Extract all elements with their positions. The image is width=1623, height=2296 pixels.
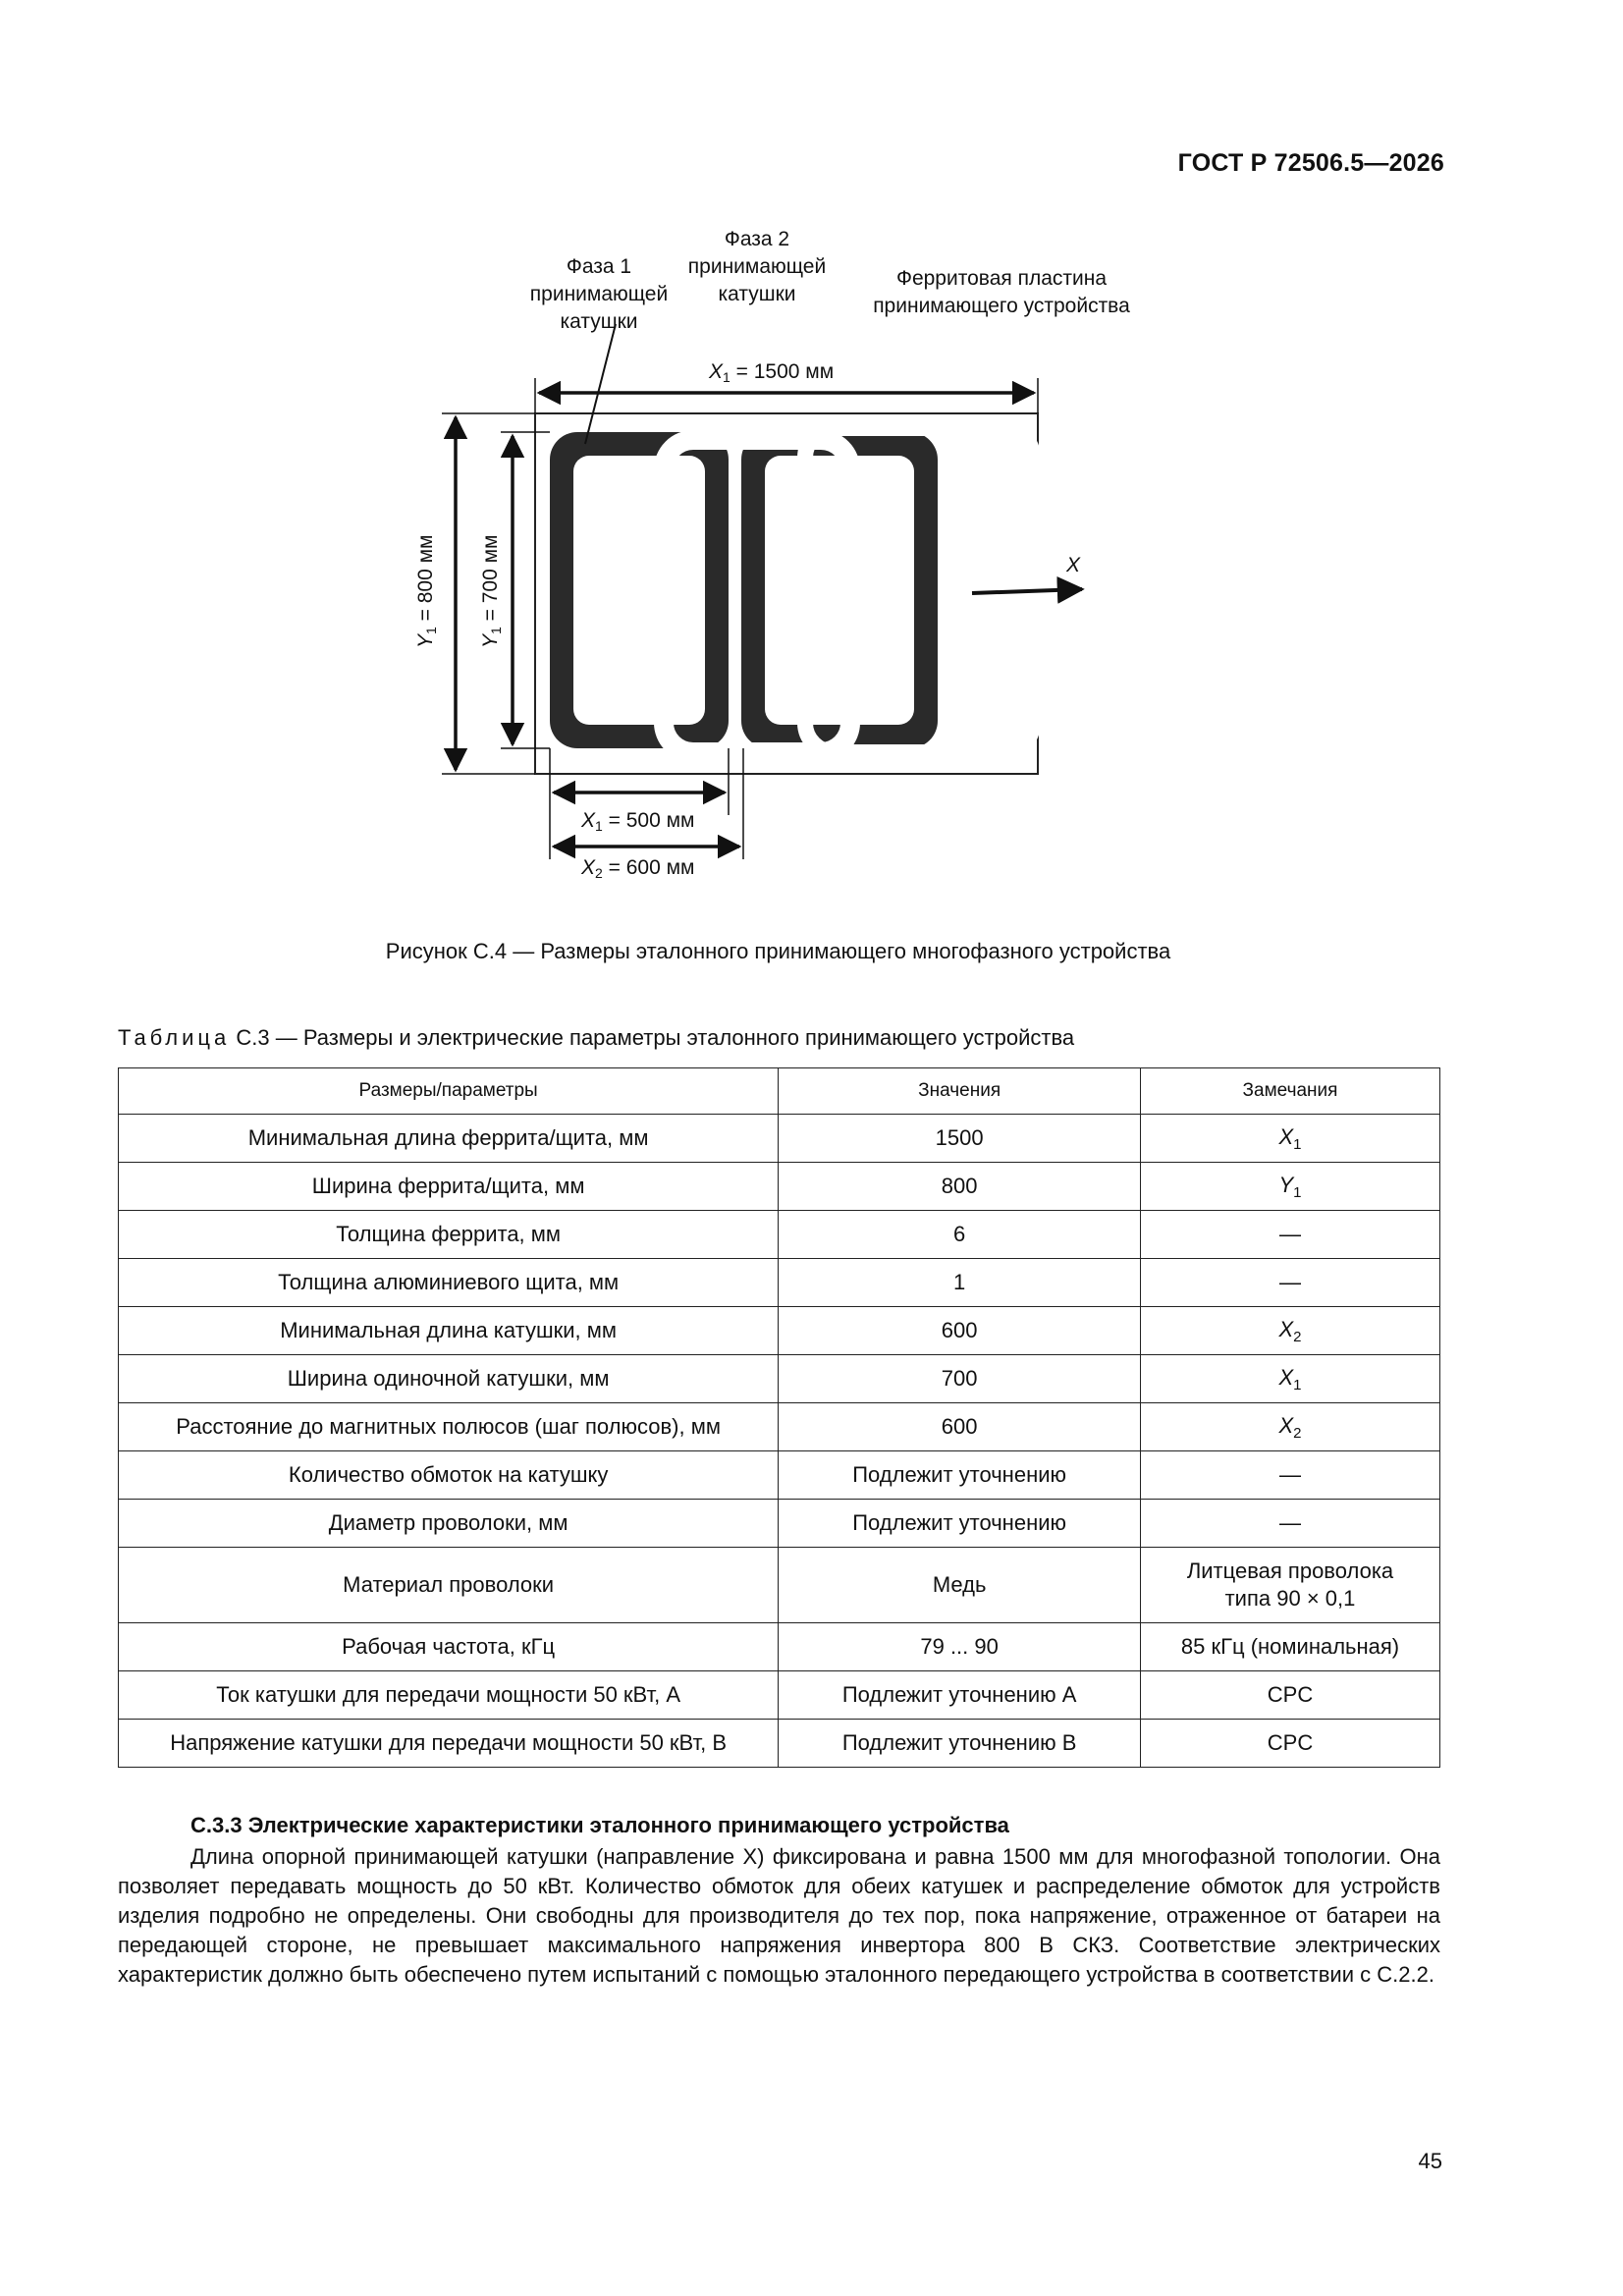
x-axis-label: X (1066, 554, 1081, 576)
figure-caption: Рисунок С.4 — Размеры эталонного принимающего многофазного устройства (385, 939, 1171, 963)
table-row (119, 1163, 1440, 1211)
table-row (119, 1355, 1440, 1403)
phase1-label: Фаза 1 принимающей катушки (529, 255, 669, 333)
note-cell (1141, 1259, 1440, 1307)
section-heading: С.3.3 Электрические характеристики эталонного принимающего устройства (190, 1813, 1009, 1837)
param-cell: Минимальная длина катушки, мм (119, 1307, 779, 1355)
dim-x1-top-label: $X_1 = 1500$ мм (709, 360, 835, 385)
param-cell: Напряжение катушки для передачи мощности 50 кВт, В (119, 1720, 779, 1768)
value-cell: 600 (779, 1307, 1141, 1355)
table-row (119, 1623, 1440, 1671)
note-cell (1141, 1115, 1440, 1163)
note-cell (1141, 1211, 1440, 1259)
header-notes: Замечания (1141, 1068, 1440, 1115)
note-text: — (1279, 1510, 1301, 1535)
value-cell: Подлежит уточнению (779, 1451, 1141, 1500)
note-symbol: X (1278, 1364, 1294, 1390)
table-caption (118, 1025, 1074, 1051)
note-symbol: Y (1278, 1172, 1294, 1197)
page-number: 45 (1418, 2149, 1442, 2173)
value-cell: 1 (779, 1259, 1141, 1307)
value-cell: 79 ... 90 (779, 1623, 1141, 1671)
note-cell (1141, 1500, 1440, 1548)
value-cell: 600 (779, 1403, 1141, 1451)
param-cell: Минимальная длина феррита/щита, мм (119, 1115, 779, 1163)
header-values: Значения (779, 1068, 1141, 1115)
note-cell (1141, 1671, 1440, 1720)
document-code: ГОСТ Р 72506.5—2026 (1177, 149, 1444, 177)
table-row (119, 1211, 1440, 1259)
param-cell: Рабочая частота, кГц (119, 1623, 779, 1671)
dim-y1-outer-label: $Y_1 = 800$ мм (414, 534, 439, 648)
figure-c4 (0, 0, 1623, 913)
parameters-table (118, 1067, 1440, 1768)
param-cell: Диаметр проволоки, мм (119, 1500, 779, 1548)
note-symbol: X (1278, 1316, 1294, 1341)
table-row (119, 1548, 1440, 1623)
value-cell: 800 (779, 1163, 1141, 1211)
note-cell (1141, 1355, 1440, 1403)
note-cell (1141, 1451, 1440, 1500)
note-symbol: X (1278, 1412, 1294, 1438)
ferrite-plate-label: Ферритовая пластина принимающего устройства (873, 267, 1130, 317)
note-subscript: 2 (1293, 1328, 1302, 1345)
param-cell: Ток катушки для передачи мощности 50 кВт, А (119, 1671, 779, 1720)
table-row (119, 1403, 1440, 1451)
param-cell: Ширина одиночной катушки, мм (119, 1355, 779, 1403)
dim-y1-inner-label: $Y_1 = 700$ мм (479, 534, 504, 648)
note-symbol: X (1278, 1123, 1294, 1149)
note-cell (1141, 1623, 1440, 1671)
note-cell (1141, 1307, 1440, 1355)
note-cell (1141, 1163, 1440, 1211)
param-cell: Количество обмоток на катушку (119, 1451, 779, 1500)
value-cell: 700 (779, 1355, 1141, 1403)
note-subscript: 2 (1293, 1424, 1302, 1442)
param-cell: Материал проволоки (119, 1548, 779, 1623)
param-cell: Ширина феррита/щита, мм (119, 1163, 779, 1211)
note-text: — (1279, 1222, 1301, 1246)
value-cell: Медь (779, 1548, 1141, 1623)
value-cell: Подлежит уточнению А (779, 1671, 1141, 1720)
coil-phase2-inner (765, 456, 914, 725)
value-cell: 1500 (779, 1115, 1141, 1163)
note-text: Литцевая проволока типа 90 × 0,1 (1186, 1558, 1394, 1611)
note-text: CPC (1267, 1682, 1314, 1707)
phase2-label: Фаза 2 принимающей катушки (687, 228, 827, 305)
table-caption-text: С.3 — Размеры и электрические параметры эталонного принимающего устройства (230, 1025, 1075, 1050)
note-text: CPC (1267, 1730, 1314, 1755)
coil-dimension-diagram (0, 0, 1623, 913)
note-text: 85 кГц (номинальная) (1180, 1634, 1400, 1659)
value-cell: Подлежит уточнению В (779, 1720, 1141, 1768)
value-cell: 6 (779, 1211, 1141, 1259)
note-subscript: 1 (1293, 1183, 1302, 1201)
section-body: Длина опорной принимающей катушки (направление X) фиксирована и равна 1500 мм для многофазной топологии. Она позволяет передавать мощность до 50 кВт. Количество обмоток для обеих катушек и распределение обмоток для устройств изделия подробно не определены. Они свободны для производителя до тех пор, пока напряжение, отраженное от батареи на передающей стороне, не превышает максимального напряжения инвертора 800 В СКЗ. Соответствие электрических характеристик должно быть обеспечено путем испытаний с помощью эталонного передающего устройства в соответствии с С.2.2. (118, 1844, 1440, 1987)
table-caption-prefix: Таблица (118, 1025, 231, 1050)
table-row (119, 1500, 1440, 1548)
table-header-row (119, 1068, 1440, 1115)
header-params: Размеры/параметры (119, 1068, 779, 1115)
param-cell: Толщина алюминиевого щита, мм (119, 1259, 779, 1307)
param-cell: Расстояние до магнитных полюсов (шаг полюсов), мм (119, 1403, 779, 1451)
note-cell (1141, 1403, 1440, 1451)
value-cell: Подлежит уточнению (779, 1500, 1141, 1548)
table-row (119, 1451, 1440, 1500)
dim-x2-bottom-label: $X_2 = 600$ мм (581, 856, 695, 881)
coil-phase1-inner (573, 456, 705, 725)
note-cell (1141, 1720, 1440, 1768)
param-cell: Толщина феррита, мм (119, 1211, 779, 1259)
dim-x1-bottom-label: $X_1 = 500$ мм (581, 809, 695, 834)
note-text: — (1279, 1462, 1301, 1487)
table-row (119, 1115, 1440, 1163)
note-subscript: 1 (1293, 1135, 1302, 1153)
table-row (119, 1259, 1440, 1307)
table-row (119, 1671, 1440, 1720)
note-subscript: 1 (1293, 1376, 1302, 1394)
table-row (119, 1307, 1440, 1355)
note-text: — (1279, 1270, 1301, 1294)
table-row (119, 1720, 1440, 1768)
note-cell (1141, 1548, 1440, 1623)
